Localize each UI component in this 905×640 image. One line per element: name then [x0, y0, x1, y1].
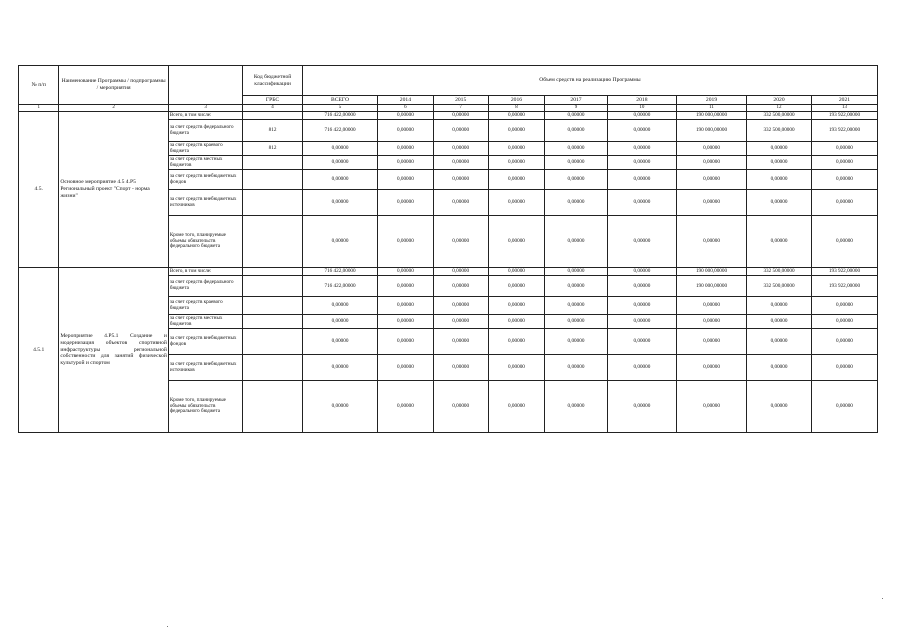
scan-speck	[882, 598, 883, 599]
amount-cell: 0,00000	[302, 170, 377, 190]
index-cell: 9	[545, 105, 608, 112]
amount-cell: 716 422,00000	[302, 268, 377, 276]
index-cell: 1	[19, 105, 59, 112]
amount-cell: 332 500,00000	[747, 112, 812, 120]
amount-cell: 0,00000	[747, 355, 812, 381]
amount-cell: 0,00000	[433, 170, 488, 190]
grbs-code	[243, 190, 303, 216]
amount-cell: 0,00000	[545, 276, 608, 297]
grbs-code: 812	[243, 120, 303, 142]
grbs-code: 812	[243, 142, 303, 156]
amount-cell: 0,00000	[545, 142, 608, 156]
amount-cell: 190 000,00000	[676, 120, 746, 142]
amount-cell: 0,00000	[488, 355, 544, 381]
amount-cell: 0,00000	[607, 120, 676, 142]
amount-cell: 0,00000	[747, 329, 812, 355]
funding-source-label: Кроме того, планируемые объемы обязательств федерального бюджета	[168, 216, 242, 268]
amount-cell: 0,00000	[747, 190, 812, 216]
amount-cell: 0,00000	[607, 112, 676, 120]
amount-cell: 0,00000	[545, 170, 608, 190]
index-row	[19, 105, 878, 112]
amount-cell: 0,00000	[747, 315, 812, 329]
funding-source-label: за счет средств внебюджетных источников	[168, 190, 242, 216]
table-row	[19, 268, 878, 276]
amount-cell: 0,00000	[433, 329, 488, 355]
funding-source-label: за счет средств внебюджетных источников	[168, 355, 242, 381]
amount-cell: 0,00000	[378, 216, 433, 268]
index-cell: 10	[607, 105, 676, 112]
funding-source-label: за счет средств внебюджетных фондов	[168, 170, 242, 190]
amount-cell: 0,00000	[607, 190, 676, 216]
amount-cell: 0,00000	[433, 276, 488, 297]
amount-cell: 0,00000	[747, 170, 812, 190]
table-row	[19, 112, 878, 120]
header-code: Код бюджетной классификации	[243, 66, 303, 96]
amount-cell: 0,00000	[545, 156, 608, 170]
amount-cell: 716 422,00000	[302, 120, 377, 142]
header-year-2021: 2021	[811, 96, 877, 105]
budget-table	[18, 65, 878, 433]
amount-cell: 0,00000	[676, 216, 746, 268]
grbs-code	[243, 329, 303, 355]
index-cell: 4	[243, 105, 303, 112]
amount-cell: 0,00000	[607, 276, 676, 297]
item-name: Основное мероприятие 4.5 4.Р5 Региональный проект "Спорт - норма жизни"	[59, 112, 168, 268]
funding-source-label: Всего, в том числе:	[168, 268, 242, 276]
amount-cell: 0,00000	[488, 297, 544, 315]
amount-cell: 0,00000	[488, 329, 544, 355]
amount-cell: 0,00000	[378, 190, 433, 216]
amount-cell: 0,00000	[488, 315, 544, 329]
amount-cell: 0,00000	[488, 268, 544, 276]
amount-cell: 0,00000	[302, 216, 377, 268]
amount-cell: 0,00000	[433, 355, 488, 381]
amount-cell: 0,00000	[488, 142, 544, 156]
amount-cell: 0,00000	[378, 381, 433, 433]
funding-source-label: за счет средств местных бюджетов	[168, 315, 242, 329]
header-year-2014: 2014	[378, 96, 433, 105]
amount-cell: 0,00000	[607, 216, 676, 268]
amount-cell: 0,00000	[488, 190, 544, 216]
amount-cell: 716 422,00000	[302, 276, 377, 297]
amount-cell: 0,00000	[811, 156, 877, 170]
grbs-code	[243, 170, 303, 190]
grbs-code	[243, 112, 303, 120]
grbs-code	[243, 276, 303, 297]
amount-cell: 0,00000	[378, 156, 433, 170]
item-name: Мероприятие 4.Р5.1 Создание и модернизация объектов спортивной инфраструктуры региональной собственности для занятий физической культурой и спортом	[59, 268, 168, 433]
amount-cell: 0,00000	[545, 329, 608, 355]
amount-cell: 0,00000	[811, 142, 877, 156]
amount-cell: 0,00000	[607, 268, 676, 276]
amount-cell: 0,00000	[607, 329, 676, 355]
amount-cell: 0,00000	[302, 329, 377, 355]
amount-cell: 0,00000	[545, 112, 608, 120]
amount-cell: 0,00000	[378, 142, 433, 156]
amount-cell: 0,00000	[607, 170, 676, 190]
amount-cell: 0,00000	[302, 190, 377, 216]
amount-cell: 0,00000	[607, 156, 676, 170]
amount-cell: 0,00000	[545, 268, 608, 276]
amount-cell: 0,00000	[433, 216, 488, 268]
amount-cell: 0,00000	[378, 276, 433, 297]
amount-cell: 0,00000	[545, 315, 608, 329]
amount-cell: 193 922,00000	[811, 276, 877, 297]
amount-cell: 0,00000	[545, 355, 608, 381]
amount-cell: 0,00000	[811, 297, 877, 315]
header-blank	[168, 66, 242, 105]
amount-cell: 332 500,00000	[747, 120, 812, 142]
amount-cell: 190 000,00000	[676, 276, 746, 297]
amount-cell: 0,00000	[676, 170, 746, 190]
grbs-code	[243, 297, 303, 315]
header-year-total: ВСЕГО	[302, 96, 377, 105]
header-year-2016: 2016	[488, 96, 544, 105]
amount-cell: 0,00000	[378, 170, 433, 190]
amount-cell: 0,00000	[302, 297, 377, 315]
amount-cell: 0,00000	[811, 216, 877, 268]
amount-cell: 0,00000	[302, 142, 377, 156]
amount-cell: 193 922,00000	[811, 112, 877, 120]
item-number: 4.5.	[19, 112, 59, 268]
amount-cell: 0,00000	[676, 315, 746, 329]
amount-cell: 0,00000	[747, 216, 812, 268]
amount-cell: 190 000,00000	[676, 268, 746, 276]
amount-cell: 0,00000	[433, 120, 488, 142]
amount-cell: 0,00000	[433, 297, 488, 315]
index-cell: 11	[676, 105, 746, 112]
amount-cell: 0,00000	[378, 112, 433, 120]
amount-cell: 0,00000	[433, 142, 488, 156]
header-name: Наименование Программы / подпрограммы / мероприятия	[59, 66, 168, 105]
scan-speck	[167, 626, 168, 627]
grbs-code	[243, 315, 303, 329]
amount-cell: 0,00000	[747, 156, 812, 170]
amount-cell: 0,00000	[676, 329, 746, 355]
funding-source-label: за счет средств федерального бюджета	[168, 120, 242, 142]
amount-cell: 0,00000	[676, 381, 746, 433]
item-number: 4.5.1	[19, 268, 59, 433]
amount-cell: 0,00000	[302, 381, 377, 433]
amount-cell: 0,00000	[488, 381, 544, 433]
amount-cell: 0,00000	[811, 170, 877, 190]
amount-cell: 0,00000	[378, 355, 433, 381]
amount-cell: 0,00000	[488, 156, 544, 170]
amount-cell: 193 922,00000	[811, 120, 877, 142]
amount-cell: 332 500,00000	[747, 268, 812, 276]
amount-cell: 0,00000	[545, 297, 608, 315]
amount-cell: 0,00000	[488, 216, 544, 268]
amount-cell: 0,00000	[747, 142, 812, 156]
amount-cell: 0,00000	[302, 315, 377, 329]
grbs-code	[243, 268, 303, 276]
header-year-2018: 2018	[607, 96, 676, 105]
index-cell: 13	[811, 105, 877, 112]
header-volume: Объем средств на реализацию Программы	[302, 66, 877, 96]
amount-cell: 0,00000	[607, 142, 676, 156]
amount-cell: 0,00000	[433, 381, 488, 433]
amount-cell: 0,00000	[811, 381, 877, 433]
amount-cell: 0,00000	[607, 315, 676, 329]
amount-cell: 0,00000	[433, 315, 488, 329]
amount-cell: 0,00000	[545, 190, 608, 216]
funding-source-label: за счет средств местных бюджетов	[168, 156, 242, 170]
funding-source-label: Кроме того, планируемые объемы обязательств федерального бюджета	[168, 381, 242, 433]
funding-source-label: за счет средств краевого бюджета	[168, 142, 242, 156]
amount-cell: 0,00000	[607, 297, 676, 315]
amount-cell: 0,00000	[302, 156, 377, 170]
amount-cell: 0,00000	[811, 315, 877, 329]
index-cell: 2	[59, 105, 168, 112]
header-grbs: ГРБС	[243, 96, 303, 105]
amount-cell: 0,00000	[676, 142, 746, 156]
index-cell: 5	[302, 105, 377, 112]
amount-cell: 190 000,00000	[676, 112, 746, 120]
amount-cell: 0,00000	[488, 170, 544, 190]
amount-cell: 0,00000	[747, 381, 812, 433]
amount-cell: 0,00000	[433, 190, 488, 216]
amount-cell: 0,00000	[545, 120, 608, 142]
header-year-2020: 2020	[747, 96, 812, 105]
amount-cell: 0,00000	[676, 190, 746, 216]
index-cell: 3	[168, 105, 242, 112]
grbs-code	[243, 156, 303, 170]
amount-cell: 0,00000	[378, 120, 433, 142]
amount-cell: 0,00000	[378, 315, 433, 329]
amount-cell: 0,00000	[811, 355, 877, 381]
amount-cell: 0,00000	[747, 297, 812, 315]
amount-cell: 332 500,00000	[747, 276, 812, 297]
amount-cell: 0,00000	[378, 297, 433, 315]
amount-cell: 0,00000	[433, 156, 488, 170]
amount-cell: 0,00000	[676, 156, 746, 170]
amount-cell: 0,00000	[676, 355, 746, 381]
amount-cell: 0,00000	[302, 355, 377, 381]
grbs-code	[243, 381, 303, 433]
amount-cell: 0,00000	[607, 355, 676, 381]
funding-source-label: за счет средств краевого бюджета	[168, 297, 242, 315]
grbs-code	[243, 216, 303, 268]
index-cell: 6	[378, 105, 433, 112]
header-num: № п/п	[19, 66, 59, 105]
header-year-2015: 2015	[433, 96, 488, 105]
index-cell: 7	[433, 105, 488, 112]
funding-source-label: за счет средств федерального бюджета	[168, 276, 242, 297]
amount-cell: 0,00000	[378, 329, 433, 355]
amount-cell: 0,00000	[488, 120, 544, 142]
amount-cell: 193 922,00000	[811, 268, 877, 276]
index-cell: 8	[488, 105, 544, 112]
amount-cell: 0,00000	[433, 112, 488, 120]
index-cell: 12	[747, 105, 812, 112]
amount-cell: 0,00000	[433, 268, 488, 276]
funding-source-label: Всего, в том числе:	[168, 112, 242, 120]
amount-cell: 0,00000	[545, 381, 608, 433]
amount-cell: 0,00000	[488, 112, 544, 120]
amount-cell: 0,00000	[607, 381, 676, 433]
amount-cell: 0,00000	[378, 268, 433, 276]
funding-source-label: за счет средств внебюджетных фондов	[168, 329, 242, 355]
header-year-2017: 2017	[545, 96, 608, 105]
amount-cell: 716 422,00000	[302, 112, 377, 120]
amount-cell: 0,00000	[811, 190, 877, 216]
amount-cell: 0,00000	[676, 297, 746, 315]
grbs-code	[243, 355, 303, 381]
amount-cell: 0,00000	[488, 276, 544, 297]
amount-cell: 0,00000	[811, 329, 877, 355]
table-body	[19, 66, 878, 433]
header-year-2019: 2019	[676, 96, 746, 105]
amount-cell: 0,00000	[545, 216, 608, 268]
header-row	[19, 66, 878, 96]
